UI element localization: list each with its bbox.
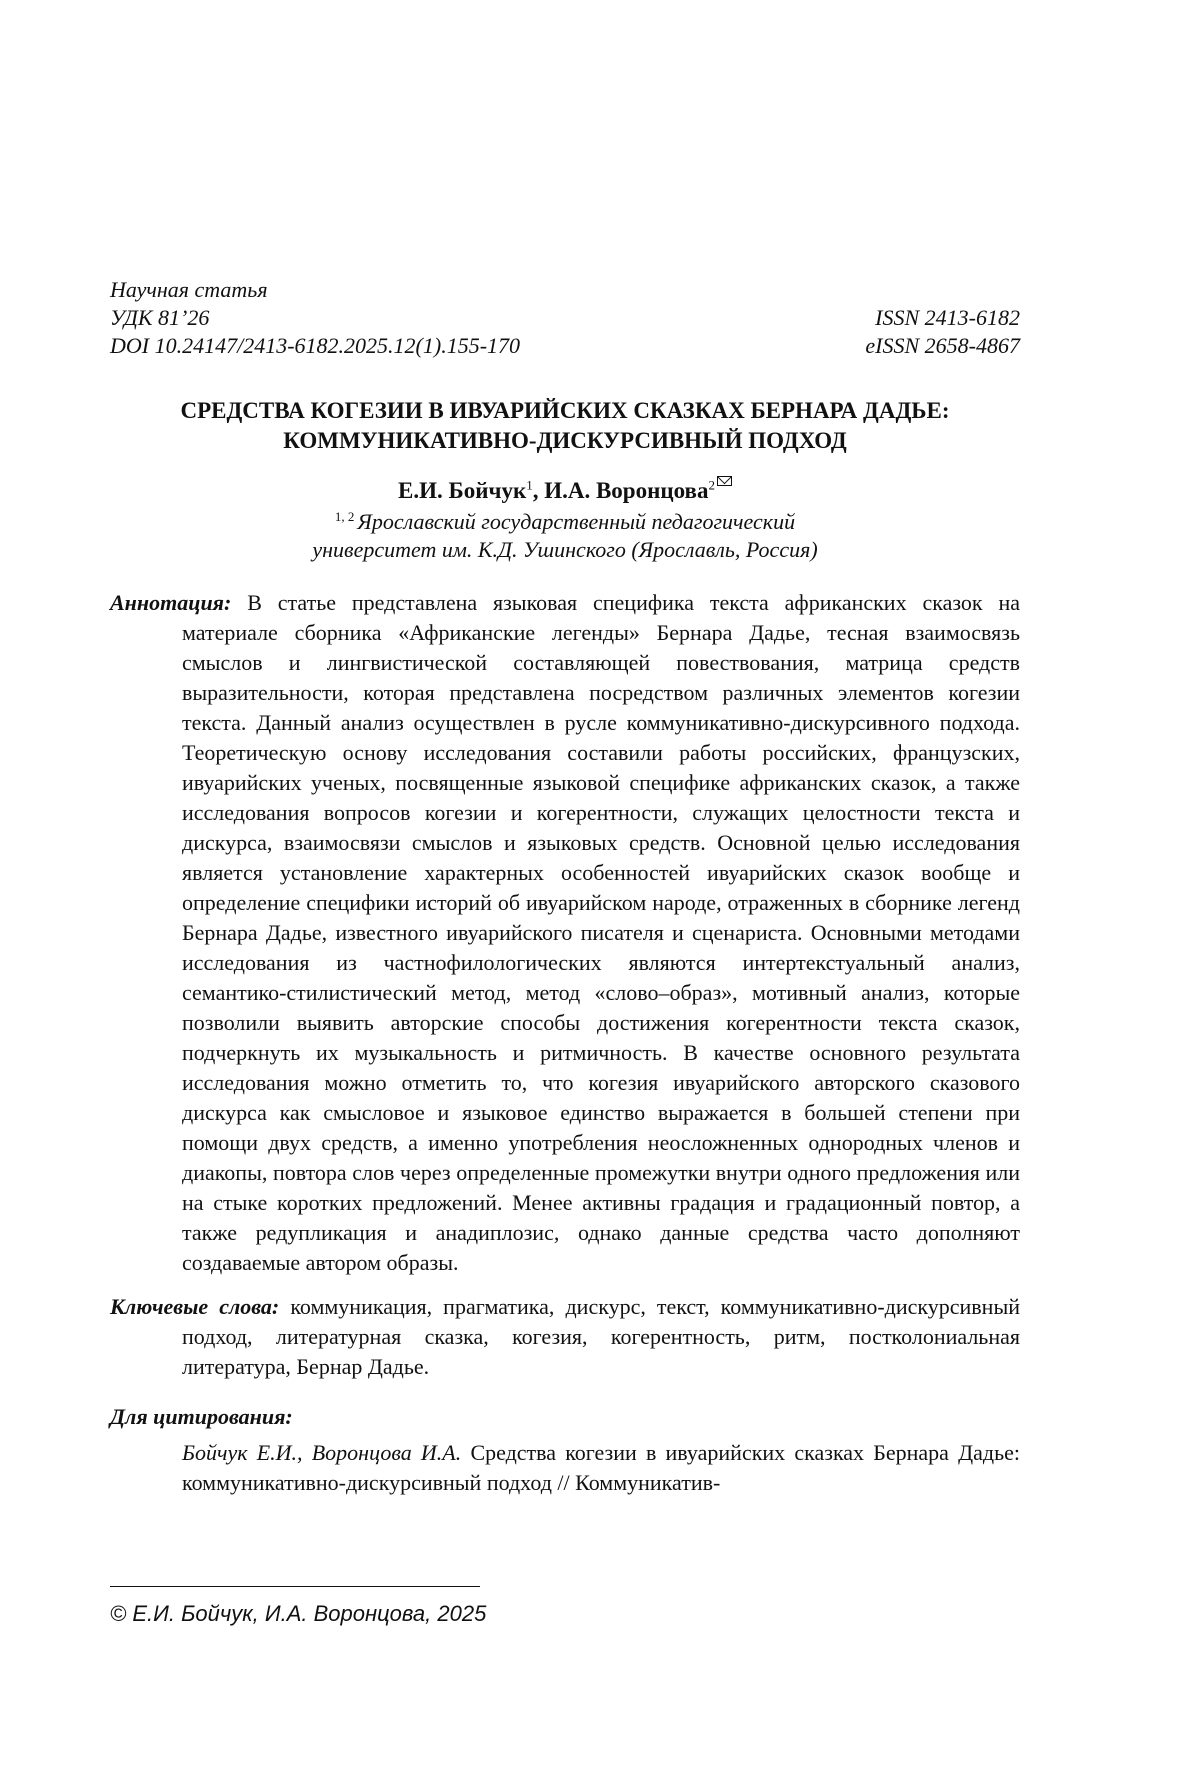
article-type: Научная статья <box>110 277 268 302</box>
citation-label: Для цитирования: <box>110 1404 293 1429</box>
author-2-name: И.А. Воронцова <box>544 478 709 503</box>
affiliation-marks: 1, 2 <box>334 508 355 524</box>
affiliation-line-1-text: Ярославский государственный педагогический <box>357 509 796 534</box>
affiliation-line-2: университет им. К.Д. Ушинского (Ярославль, Россия) <box>312 537 818 562</box>
citation-text: Средства когезии в ивуарийских сказках Бернара Дадье: коммуникативно-дискурсивный подход // Коммуникатив- <box>182 1440 1020 1495</box>
corresponding-author-envelope-icon <box>717 476 732 486</box>
copyright-notice: © Е.И. Бойчук, И.А. Воронцова, 2025 <box>110 1601 487 1626</box>
title-line-2: КОММУНИКАТИВНО-ДИСКУРСИВНЫЙ ПОДХОД <box>283 428 847 453</box>
udk-issn-row <box>110 304 1020 332</box>
article-first-page <box>110 276 1020 1498</box>
issn: ISSN 2413-6182 <box>875 305 1020 330</box>
citation-authors: Бойчук Е.И., Воронцова И.А. <box>182 1440 462 1465</box>
article-metadata <box>110 276 1020 360</box>
affiliation-line-1 <box>110 508 1020 536</box>
affiliation <box>110 508 1020 564</box>
keywords <box>110 1292 1020 1382</box>
citation-heading <box>110 1402 1020 1432</box>
keywords-label: Ключевые слова: <box>110 1294 280 1319</box>
title-line-1: СРЕДСТВА КОГЕЗИИ В ИВУАРИЙСКИХ СКАЗКАХ БЕРНАРА ДАДЬЕ: <box>180 398 950 423</box>
abstract-label: Аннотация: <box>110 590 232 615</box>
author-separator: , <box>532 478 545 503</box>
author-list <box>110 476 1020 506</box>
abstract <box>110 588 1020 1278</box>
udk-code: УДК 81’26 <box>110 305 210 330</box>
article-type-row <box>110 276 1020 304</box>
article-title <box>110 396 1020 456</box>
author-2-affiliation-mark: 2 <box>708 477 715 493</box>
author-1-name: Е.И. Бойчук <box>398 478 527 503</box>
footnote-divider <box>110 1586 480 1587</box>
keywords-text: коммуникация, прагматика, дискурс, текст, коммуникативно-дискурсивный подход, литературная сказка, когезия, когерентность, ритм, постколониальная литература, Бернар Дадье. <box>182 1294 1021 1379</box>
author-1-affiliation-mark: 1 <box>526 477 533 493</box>
doi: DOI 10.24147/2413-6182.2025.12(1).155-170 <box>110 333 521 358</box>
citation <box>110 1438 1020 1498</box>
eissn: eISSN 2658-4867 <box>865 333 1020 358</box>
doi-eissn-row <box>110 332 1020 360</box>
abstract-text: В статье представлена языковая специфика текста африканских сказок на материале сборника «Африканские легенды» Бернара Дадье, тесная взаимосвязь смыслов и лингвистической составляющей повествования, матрица средств выразительности, которая представлена посредством различных элементов когезии текста. Данный анализ осуществлен в русле коммуникативно-дискурсивного подхода. Теоретическую основу исследования составили работы российских, французских, ивуарийских ученых, посвященные языковой специфике африканских сказок, а также исследования вопросов когезии и когерентности, служащих целостности текста и дискурса, взаимосвязи смыслов и языковых средств. Основной целью исследования является установление характерных особенностей ивуарийских сказок вообще и определение специфики историй об ивуарийском народе, отраженных в сборнике легенд Бернара Дадье, известного ивуарийского писателя и сценариста. Основными методами исследования из частнофилологических являются интертекстуальный анализ, семантико-стилистический метод, метод «слово–образ», мотивный анализ, которые позволили выявить авторские способы достижения когерентности текста сказок, подчеркнуть их музыкальность и ритмичность. В качестве основного результата исследования можно отметить то, что когезия ивуарийского авторского сказового дискурса как смысловое и языковое единство выражается в большей степени при помощи двух средств, а именно употребления неосложненных однородных членов и диакопы, повтора слов через определенные промежутки внутри одного предложения или на стыке коротких предложений. Менее активны градация и градационный повтор, а также редупликация и анадиплозис, однако данные средства часто дополняют создаваемые автором образы. <box>182 590 1020 1275</box>
